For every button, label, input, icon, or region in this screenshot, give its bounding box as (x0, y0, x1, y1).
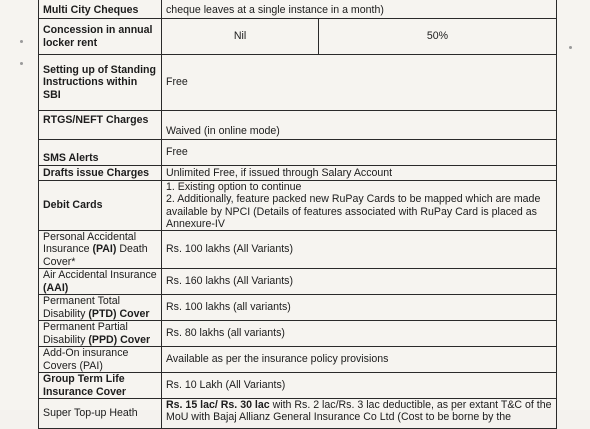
table-row (39, 295, 557, 321)
table-row (39, 231, 557, 269)
facilities-table (38, 0, 557, 429)
table-row (39, 181, 557, 231)
row-label-sms: SMS Alerts (39, 140, 162, 166)
table-row (39, 55, 557, 111)
row-value-rtgs: Waived (in online mode) (162, 111, 557, 140)
table-row (39, 269, 557, 295)
table-row (39, 140, 557, 166)
row-label-super-topup: Super Top-up Heath (39, 399, 162, 429)
row-label-aai: Air Accidental Insurance (AAI) (39, 269, 162, 295)
row-value-group-term: Rs. 10 Lakh (All Variants) (162, 373, 557, 399)
table-row (39, 166, 557, 181)
margin-mark (20, 40, 23, 43)
row-label-locker: Concession in annual locker rent (39, 19, 162, 55)
row-label-rtgs: RTGS/NEFT Charges (39, 111, 162, 140)
row-label-standing-instructions: Setting up of Standing Instructions within SBI (39, 55, 162, 111)
table-row (39, 19, 557, 55)
margin-mark (20, 62, 23, 65)
row-value-pai: Rs. 100 lakhs (All Variants) (162, 231, 557, 269)
table-row (39, 111, 557, 140)
row-value-aai: Rs. 160 lakhs (All Variants) (162, 269, 557, 295)
row-value-ppd: Rs. 80 lakhs (all variants) (162, 321, 557, 347)
row-value-locker-50: 50% (319, 19, 557, 55)
row-value-standing-instructions: Free (162, 55, 557, 111)
table-row (39, 399, 557, 429)
debit-cards-option-2: 2. Additionally, feature packed new RuPay Cards to be mapped which are made available by NPCI (Details of features associated with RuPay Card is placed as Annexure-IV (166, 193, 541, 230)
row-label-pai: Personal Accidental Insurance (PAI) Death Cover* (39, 231, 162, 269)
debit-cards-option-1: 1. Existing option to continue (166, 181, 302, 193)
row-label-debit-cards: Debit Cards (39, 181, 162, 231)
table-row (39, 0, 557, 19)
row-value-multi-city: cheque leaves at a single instance in a month) (162, 0, 557, 19)
margin-mark (569, 46, 572, 49)
row-value-super-topup: Rs. 15 lac/ Rs. 30 lac with Rs. 2 lac/Rs. 3 lac deductible, as per extant T&C of the MoU with Bajaj Allianz General Insurance Co Ltd (Cost to be borne by the (162, 399, 557, 429)
table-row (39, 373, 557, 399)
row-value-drafts: Unlimited Free, if issued through Salary Account (162, 166, 557, 181)
row-value-debit-cards (162, 181, 557, 231)
row-label-multi-city: Multi City Cheques (39, 0, 162, 19)
table-row (39, 321, 557, 347)
row-label-ppd: Permanent Partial Disability (PPD) Cover (39, 321, 162, 347)
row-value-addon: Available as per the insurance policy provisions (162, 347, 557, 373)
table-row (39, 347, 557, 373)
row-value-ptd: Rs. 100 lakhs (all variants) (162, 295, 557, 321)
row-value-sms: Free (162, 140, 557, 166)
row-label-addon: Add-On insurance Covers (PAI) (39, 347, 162, 373)
row-label-drafts: Drafts issue Charges (39, 166, 162, 181)
row-value-locker-nil: Nil (162, 19, 319, 55)
row-label-ptd: Permanent Total Disability (PTD) Cover (39, 295, 162, 321)
row-label-group-term: Group Term Life Insurance Cover (39, 373, 162, 399)
